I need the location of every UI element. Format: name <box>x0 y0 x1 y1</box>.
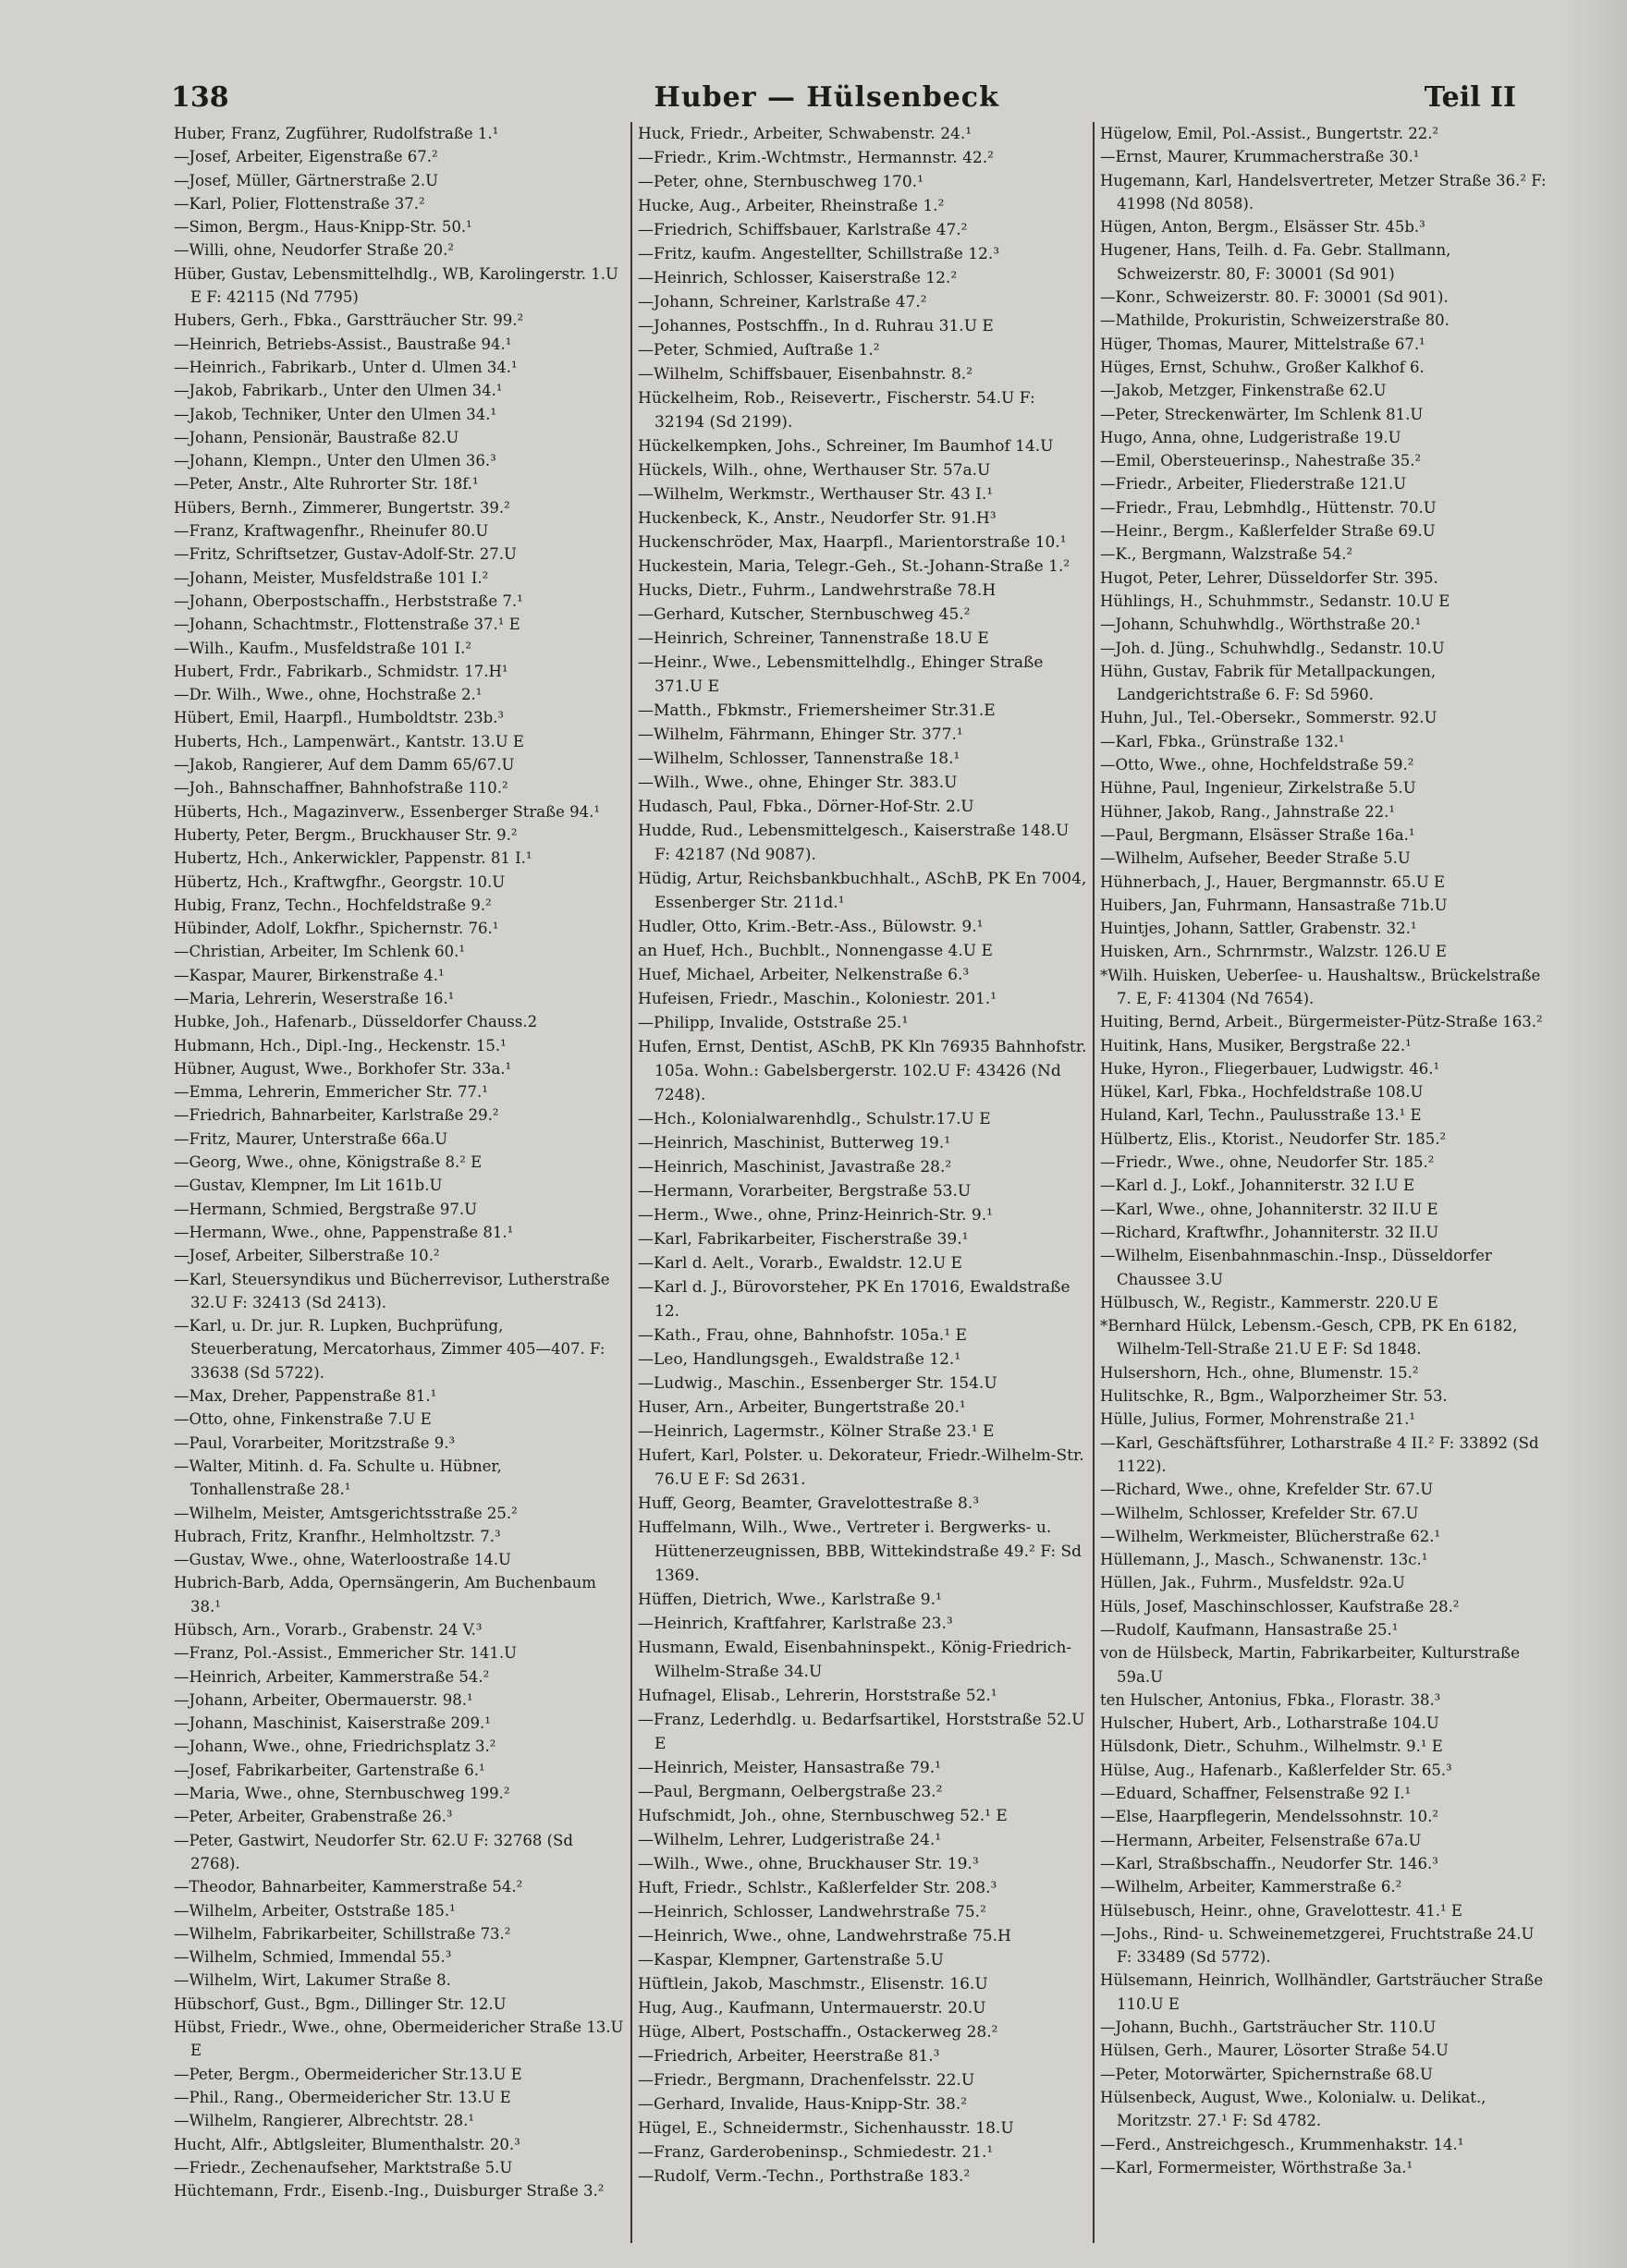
directory-entry: —Rudolf, Verm.-Techn., Porthstraße 183.² <box>638 2167 971 2186</box>
directory-entry: —Hermann, Arbeiter, Felsenstraße 67a.U <box>1100 1831 1422 1849</box>
directory-entry: —Jakob, Techniker, Unter den Ulmen 34.¹ <box>174 405 497 423</box>
directory-entry: —Johannes, Postschffn., In d. Ruhrau 31.U E <box>638 317 994 335</box>
directory-entry: Hubertz, Hch., Ankerwickler, Pappenstr. 81 I.¹ <box>174 849 532 868</box>
directory-entry: —Heinrich, Betriebs-Assist., Baustraße 94.¹ <box>174 335 512 353</box>
directory-entry: —Josef, Arbeiter, Silberstraße 10.² <box>174 1247 440 1265</box>
directory-entry: Hückelkempken, Johs., Schreiner, Im Baumhof 14.U <box>638 437 1054 456</box>
directory-entry: —Philipp, Invalide, Oststraße 25.¹ <box>638 1014 909 1032</box>
directory-entry: —Karl, Formermeister, Wörthstraße 3a.¹ <box>1100 2158 1413 2177</box>
directory-entry: Huhn, Jul., Tel.-Obersekr., Sommerstr. 92.U <box>1100 709 1437 727</box>
directory-entry: Huberts, Hch., Lampenwärt., Kantstr. 13.U E <box>174 732 524 750</box>
directory-entry: Hubke, Joh., Hafenarb., Düsseldorfer Chauss.2 <box>174 1013 538 1031</box>
directory-entry: Hückels, Wilh., ohne, Werthauser Str. 57a.U <box>638 461 991 480</box>
directory-entry: Hulitschke, R., Bgm., Walporzheimer Str. 53. <box>1100 1387 1448 1406</box>
directory-entry: —Johann, Maschinist, Kaiserstraße 209.¹ <box>174 1714 491 1733</box>
directory-entry: —Christian, Arbeiter, Im Schlenk 60.¹ <box>174 943 465 961</box>
directory-entry: —Friedr., Krim.-Wchtmstr., Hermannstr. 42.² <box>638 149 994 167</box>
directory-entry: —Jakob, Fabrikarb., Unter den Ulmen 34.¹ <box>174 382 503 400</box>
directory-entry: Hühner, Jakob, Rang., Jahnstraße 22.¹ <box>1100 802 1396 821</box>
directory-entry: Hugo, Anna, ohne, Ludgeristraße 19.U <box>1100 428 1401 446</box>
directory-entry: —Eduard, Schaffner, Felsenstraße 92 I.¹ <box>1100 1785 1412 1803</box>
directory-entry: Hüges, Ernst, Schuhw., Großer Kalkhof 6. <box>1100 358 1425 376</box>
directory-entry: —Wilh., Wwe., ohne, Ehinger Str. 383.U <box>638 774 958 792</box>
directory-entry: —Simon, Bergm., Haus-Knipp-Str. 50.¹ <box>174 218 472 237</box>
directory-entry: —Wilhelm, Rangierer, Albrechtstr. 28.¹ <box>174 2112 475 2130</box>
page-number: 138 <box>171 81 229 114</box>
directory-entry: —Karl, Geschäftsführer, Lotharstraße 4 II.² F: 33892 (Sd 1122). <box>1100 1433 1539 1475</box>
directory-entry: —Joh., Bahnschaffner, Bahnhofstraße 110.² <box>174 779 508 798</box>
directory-entry: Huitink, Hans, Musiker, Bergstraße 22.¹ <box>1100 1036 1412 1055</box>
directory-entry: —Johann, Buchh., Gartsträucher Str. 110.U <box>1100 2018 1437 2037</box>
directory-entry: Hügel, E., Schneidermstr., Sichenhausstr. 18.U <box>638 2119 1014 2138</box>
directory-entry: Huser, Arn., Arbeiter, Bungertstraße 20.¹ <box>638 1398 966 1417</box>
directory-entry: —Peter, Streckenwärter, Im Schlenk 81.U <box>1100 405 1424 423</box>
directory-entry: Hülsenbeck, August, Wwe., Kolonialw. u. Delikat., Moritzstr. 27.¹ F: Sd 4782. <box>1100 2088 1486 2130</box>
directory-entry: —Ludwig., Maschin., Essenberger Str. 154.U <box>638 1374 997 1393</box>
directory-entry: —Leo, Handlungsgeh., Ewaldstraße 12.¹ <box>638 1350 961 1369</box>
directory-entry: Hugener, Hans, Teilh. d. Fa. Gebr. Stallmann, Schweizerstr. 80, F: 30001 (Sd 901) <box>1100 241 1451 283</box>
directory-entry: Hudde, Rud., Lebensmittelgesch., Kaiserstraße 148.U F: 42187 (Nd 9087). <box>638 822 1070 864</box>
directory-entry: Hüllemann, J., Masch., Schwanenstr. 13c.¹ <box>1100 1551 1428 1569</box>
directory-entry: Huckenschröder, Max, Haarpfl., Marientorstraße 10.¹ <box>638 533 1067 552</box>
directory-entry: —Walter, Mitinh. d. Fa. Schulte u. Hübner, Tonhallenstraße 28.¹ <box>174 1457 502 1499</box>
directory-entry: —Franz, Garderobeninsp., Schmiedestr. 21.¹ <box>638 2143 994 2162</box>
directory-entry: Hübner, August, Wwe., Borkhofer Str. 33a.¹ <box>174 1059 512 1078</box>
directory-entry: *Wilh. Huisken, Ueberſee- u. Haushaltsw., Brückelstraße 7. E, F: 41304 (Nd 7654). <box>1100 966 1541 1007</box>
directory-entry: —Richard, Kraftwfhr., Johanniterstr. 32 II.U <box>1100 1223 1439 1241</box>
directory-entry: Husmann, Ewald, Eisenbahninspekt., König-Friedrich-Wilhelm-Straße 34.U <box>638 1639 1072 1681</box>
directory-entry: —Kaspar, Klempner, Gartenstraße 5.U <box>638 1951 944 1969</box>
directory-entry: Hülsdonk, Dietr., Schuhm., Wilhelmstr. 9.¹ E <box>1100 1738 1443 1756</box>
directory-entry: —Johann, Klempn., Unter den Ulmen 36.³ <box>174 452 496 470</box>
directory-entry: Hüftlein, Jakob, Maschmstr., Elisenstr. 16.U <box>638 1975 988 1994</box>
directory-entry: —Gustav, Klempner, Im Lit 161b.U <box>174 1177 443 1195</box>
directory-entry: Hüffen, Dietrich, Wwe., Karlstraße 9.¹ <box>638 1591 942 1609</box>
directory-entry: Hübert, Emil, Haarpfl., Humboldtstr. 23b.³ <box>174 709 505 727</box>
directory-entry: Hucke, Aug., Arbeiter, Rheinstraße 1.² <box>638 197 945 215</box>
directory-entry: —Friedr., Bergmann, Drachenfelsstr. 22.U <box>638 2071 975 2090</box>
directory-entry: —Karl d. J., Lokf., Johanniterstr. 32 I.U E <box>1100 1177 1415 1195</box>
directory-entry: *Bernhard Hülck, Lebensm.-Gesch, CPB, PK En 6182, Wilhelm-Tell-Straße 21.U E F: Sd 1848. <box>1100 1317 1518 1359</box>
directory-entry: —Otto, ohne, Finkenstraße 7.U E <box>174 1410 432 1429</box>
directory-entry: —Wilh., Kaufm., Musfeldstraße 101 I.² <box>174 639 472 657</box>
directory-entry: —Wilhelm, Wirt, Lakumer Straße 8. <box>174 1971 451 1990</box>
directory-entry: —Wilhelm, Fabrikarbeiter, Schillstraße 73.² <box>174 1924 511 1943</box>
directory-entry: —Fritz, Maurer, Unterstraße 66a.U <box>174 1129 448 1148</box>
directory-entry: Hülse, Aug., Hafenarb., Kaßlerfelder Str. 65.³ <box>1100 1761 1452 1779</box>
directory-entry: Hugemann, Karl, Handelsvertreter, Metzer Straße 36.² F: 41998 (Nd 8058). <box>1100 171 1547 213</box>
directory-entry: —Heinrich, Kraftfahrer, Karlstraße 23.³ <box>638 1615 953 1633</box>
directory-entry: —Friedr., Zechenaufseher, Marktstraße 5.U <box>174 2158 513 2177</box>
directory-entry: —Johann, Schreiner, Karlstraße 47.² <box>638 293 927 311</box>
directory-entry: —Willi, ohne, Neudorfer Straße 20.² <box>174 241 454 260</box>
page-title: Huber — Hülsenbeck <box>654 81 999 114</box>
page-header <box>171 81 1516 122</box>
part-label: Teil II <box>1424 81 1516 114</box>
directory-entry: —Franz, Lederhdlg. u. Bedarfsartikel, Horststraße 52.U E <box>638 1711 1085 1753</box>
directory-entry: Huland, Karl, Techn., Paulusstraße 13.¹ E <box>1100 1106 1422 1125</box>
directory-entry: —Phil., Rang., Obermeidericher Str. 13.U E <box>174 2088 511 2106</box>
directory-entry: —Wilhelm, Schlosser, Krefelder Str. 67.U <box>1100 1504 1419 1522</box>
directory-entry: —Johann, Pensionär, Baustraße 82.U <box>174 428 459 446</box>
directory-entry: Huef, Michael, Arbeiter, Nelkenstraße 6.³ <box>638 966 970 984</box>
directory-entry: Hugot, Peter, Lehrer, Düsseldorfer Str. 395. <box>1100 568 1438 587</box>
directory-entry: Huft, Friedr., Schlstr., Kaßlerfelder Str. 208.³ <box>638 1879 997 1897</box>
directory-entry: —Mathilde, Prokuristin, Schweizerstraße 80. <box>1100 311 1450 330</box>
directory-entry: —Jakob, Rangierer, Auf dem Damm 65/67.U <box>174 756 515 774</box>
directory-entry: —Jakob, Metzger, Finkenstraße 62.U <box>1100 382 1387 400</box>
directory-entry: Hülbertz, Elis., Ktorist., Neudorfer Str. 185.² <box>1100 1129 1447 1148</box>
directory-entry: Hucht, Alfr., Abtlgsleiter, Blumenthalstr. 20.³ <box>174 2135 520 2153</box>
directory-entry: —Johann, Meister, Musfeldstraße 101 I.² <box>174 568 489 587</box>
directory-entry: —Ernst, Maurer, Krummacherstraße 30.¹ <box>1100 148 1420 166</box>
directory-entry: Hufschmidt, Joh., ohne, Sternbuschweg 52.¹ E <box>638 1807 1008 1825</box>
directory-entry: —Peter, ohne, Sternbuschweg 170.¹ <box>638 173 924 191</box>
directory-entry: —Heinr., Bergm., Kaßlerfelder Straße 69.U <box>1100 522 1436 541</box>
directory-entry: Hubert, Frdr., Fabrikarb., Schmidstr. 17.H¹ <box>174 662 508 680</box>
directory-entry: —Theodor, Bahnarbeiter, Kammerstraße 54.² <box>174 1878 523 1896</box>
directory-entry: Hudler, Otto, Krim.-Betr.-Ass., Bülowstr. 9.¹ <box>638 918 984 936</box>
directory-entry: —Peter, Schmied, Auſtraße 1.² <box>638 341 880 360</box>
directory-entry: Hüge, Albert, Postschaffn., Ostackerweg 28.² <box>638 2023 998 2042</box>
directory-columns <box>168 122 1555 2243</box>
directory-entry: —Matth., Fbkmstr., Friemersheimer Str.31.E <box>638 701 996 720</box>
directory-entry: —Peter, Gastwirt, Neudorfer Str. 62.U F: 32768 (Sd 2768). <box>174 1831 573 1872</box>
directory-entry: Hübers, Bernh., Zimmerer, Bungertstr. 39.² <box>174 498 510 517</box>
directory-entry: —Heinrich, Wwe., ohne, Landwehrstraße 75.H <box>638 1927 1011 1945</box>
directory-entry: —Friedr., Arbeiter, Fliederstraße 121.U <box>1100 475 1407 494</box>
directory-entry: —Karl d. Aelt., Vorarb., Ewaldstr. 12.U E <box>638 1254 962 1273</box>
directory-entry: Huibers, Jan, Fuhrmann, Hansastraße 71b.U <box>1100 896 1448 914</box>
directory-entry: —Hermann, Schmied, Bergstraße 97.U <box>174 1200 478 1218</box>
directory-entry: Huintjes, Johann, Sattler, Grabenstr. 32.¹ <box>1100 920 1417 938</box>
directory-entry: —Heinrich, Lagermstr., Kölner Straße 23.¹ E <box>638 1422 995 1441</box>
directory-entry: Hüber, Gustav, Lebensmittelhdlg., WB, Karolingerstr. 1.U E F: 42115 (Nd 7795) <box>174 264 618 307</box>
directory-entry: —Franz, Kraftwagenfhr., Rheinufer 80.U <box>174 522 489 541</box>
directory-entry: —Else, Haarpflegerin, Mendelssohnstr. 10.² <box>1100 1808 1438 1826</box>
directory-entry: Huffelmann, Wilh., Wwe., Vertreter i. Bergwerks- u. Hüttenerzeugnissen, BBB, Wittekindstraße 49.² F: Sd 1369. <box>638 1518 1083 1585</box>
directory-entry: Hubmann, Hch., Dipl.-Ing., Heckenstr. 15.¹ <box>174 1036 507 1055</box>
directory-entry: Huberty, Peter, Bergm., Bruckhauser Str. 9.² <box>174 825 518 844</box>
directory-entry: Hüberts, Hch., Magazinverw., Essenberger Straße 94.¹ <box>174 802 601 821</box>
directory-entry: —Ferd., Anstreichgesch., Krummenhakstr. 14.¹ <box>1100 2135 1464 2153</box>
directory-entry: —Johs., Rind- u. Schweinemetzgerei, Fruchtstraße 24.U F: 33489 (Sd 5772). <box>1100 1924 1535 1967</box>
directory-entry: Hülsemann, Heinrich, Wollhändler, Gartsträucher Straße 110.U E <box>1100 1971 1544 2013</box>
directory-entry: —Johann, Schachtmstr., Flottenstraße 37.¹ E <box>174 616 520 634</box>
directory-entry: Hulscher, Hubert, Arb., Lotharstraße 104.U <box>1100 1714 1439 1733</box>
directory-entry: —Heinrich, Maschinist, Butterweg 19.¹ <box>638 1134 951 1152</box>
directory-entry: Hülsebusch, Heinr., ohne, Gravelottestr. 41.¹ E <box>1100 1901 1462 1920</box>
directory-entry: Hübst, Friedr., Wwe., ohne, Obermeidericher Straße 13.U E <box>174 2018 624 2060</box>
directory-entry: —Wilhelm, Schmied, Immendal 55.³ <box>174 1948 452 1967</box>
directory-entry: Hüchtemann, Frdr., Eisenb.-Ing., Duisburger Straße 3.² <box>174 2182 605 2201</box>
directory-entry: Hühnerbach, J., Hauer, Bergmannstr. 65.U E <box>1100 872 1446 891</box>
directory-entry: Huisken, Arn., Schrnrmstr., Walzstr. 126.U E <box>1100 943 1447 961</box>
directory-entry: —Josef, Fabrikarbeiter, Gartenstraße 6.¹ <box>174 1761 485 1779</box>
directory-entry: Hudasch, Paul, Fbka., Dörner-Hof-Str. 2.U <box>638 798 974 816</box>
directory-entry: Hüllen, Jak., Fuhrm., Musfeldstr. 92a.U <box>1100 1574 1405 1592</box>
directory-entry: —Max, Dreher, Pappenstraße 81.¹ <box>174 1387 437 1406</box>
directory-entry: —Kath., Frau, ohne, Bahnhofstr. 105a.¹ E <box>638 1326 967 1345</box>
directory-entry: —Friedrich, Schiffsbauer, Karlstraße 47.² <box>638 221 968 239</box>
directory-entry: Hülbusch, W., Registr., Kammerstr. 220.U E <box>1100 1293 1438 1311</box>
directory-entry: Hübinder, Adolf, Lokfhr., Spichernstr. 76.¹ <box>174 920 499 938</box>
directory-entry: Hübschorf, Gust., Bgm., Dillinger Str. 12.U <box>174 1994 507 2013</box>
directory-entry: Hubrach, Fritz, Kranfhr., Helmholtzstr. 7.³ <box>174 1527 501 1545</box>
directory-entry: —Friedr., Wwe., ohne, Neudorfer Str. 185.² <box>1100 1153 1435 1172</box>
directory-entry: Hühlings, H., Schuhmmstr., Sedanstr. 10.U E <box>1100 591 1450 610</box>
directory-entry: —Paul, Bergmann, Elsässer Straße 16a.¹ <box>1100 825 1415 844</box>
directory-entry: —Karl, Steuersyndikus und Bücherrevisor, Lutherstraße 32.U F: 32413 (Sd 2413). <box>174 1270 610 1311</box>
page-edge-shadow <box>1562 0 1627 2268</box>
directory-entry: Huckestein, Maria, Telegr.-Geh., St.-Johann-Straße 1.² <box>638 557 1070 576</box>
directory-entry: —Heinr., Wwe., Lebensmittelhdlg., Ehinger Straße 371.U E <box>638 653 1044 696</box>
directory-entry: Hühne, Paul, Ingenieur, Zirkelstraße 5.U <box>1100 779 1416 798</box>
directory-entry: Hügen, Anton, Bergm., Elsässer Str. 45b.³ <box>1100 218 1425 237</box>
directory-entry: —Josef, Müller, Gärtnerstraße 2.U <box>174 171 439 189</box>
directory-entry: Hucks, Dietr., Fuhrm., Landwehrstraße 78.H <box>638 581 997 600</box>
directory-entry: Huck, Friedr., Arbeiter, Schwabenstr. 24.¹ <box>638 125 973 143</box>
directory-entry: ten Hulscher, Antonius, Fbka., Florastr. 38.³ <box>1100 1690 1441 1709</box>
directory-entry: —Wilhelm, Schiffsbauer, Eisenbahnstr. 8.² <box>638 365 973 384</box>
directory-entry: —Johann, Oberpostschaffn., Herbststraße 7.¹ <box>174 591 523 610</box>
directory-entry: —Heinrich, Arbeiter, Kammerstraße 54.² <box>174 1667 490 1686</box>
directory-entry: —Heinrich, Meister, Hansastraße 79.¹ <box>638 1759 941 1777</box>
directory-entry: —Johann, Wwe., ohne, Friedrichsplatz 3.² <box>174 1738 496 1756</box>
directory-entry: —Emil, Obersteuerinsp., Nahestraße 35.² <box>1100 452 1422 470</box>
directory-entry: —Wilhelm, Schlosser, Tannenstraße 18.¹ <box>638 750 960 768</box>
directory-entry: —Richard, Wwe., ohne, Krefelder Str. 67.U <box>1100 1481 1434 1499</box>
directory-entry: Huff, Georg, Beamter, Gravelottestraße 8.³ <box>638 1494 980 1513</box>
directory-entry: —Wilhelm, Meister, Amtsgerichtsstraße 25.² <box>174 1504 518 1522</box>
directory-entry: Hückelheim, Rob., Reisevertr., Fischerstr. 54.U F: 32194 (Sd 2199). <box>638 389 1035 432</box>
directory-entry: —Josef, Arbeiter, Eigenstraße 67.² <box>174 148 438 166</box>
directory-entry: Hülle, Julius, Former, Mohrenstraße 21.¹ <box>1100 1410 1415 1429</box>
directory-entry: —Peter, Bergm., Obermeidericher Str.13.U E <box>174 2065 522 2083</box>
directory-entry: —Karl, Fbka., Grünstraße 132.¹ <box>1100 732 1345 750</box>
directory-entry: —Karl, Wwe., ohne, Johanniterstr. 32 II.U E <box>1100 1200 1438 1218</box>
directory-entry: Hufert, Karl, Polster. u. Dekorateur, Friedr.-Wilhelm-Str. 76.U E F: Sd 2631. <box>638 1446 1084 1489</box>
directory-entry: —Wilhelm, Fährmann, Ehinger Str. 377.¹ <box>638 726 963 744</box>
directory-entry: —Paul, Bergmann, Oelbergstraße 23.² <box>638 1783 943 1801</box>
directory-entry: —Friedr., Frau, Lebmhdlg., Hüttenstr. 70.U <box>1100 498 1437 517</box>
directory-entry: —Emma, Lehrerin, Emmericher Str. 77.¹ <box>174 1083 488 1102</box>
directory-entry: —Karl, u. Dr. jur. R. Lupken, Buchprüfung, Steuerberatung, Mercatorhaus, Zimmer 405—407. F: 33638 (Sd 5722). <box>174 1317 606 1382</box>
directory-entry: —Hermann, Vorarbeiter, Bergstraße 53.U <box>638 1182 972 1201</box>
directory-entry: —Karl, Polier, Flottenstraße 37.² <box>174 194 425 213</box>
directory-entry: —Heinrich, Schlosser, Landwehrstraße 75.² <box>638 1903 986 1921</box>
directory-entry: Hubers, Gerh., Fbka., Garstträucher Str. 99.² <box>174 311 524 330</box>
directory-entry: —Gerhard, Kutscher, Sternbuschweg 45.² <box>638 605 971 624</box>
directory-entry: an Huef, Hch., Buchblt., Nonnengasse 4.U E <box>638 942 993 960</box>
directory-entry: —Georg, Wwe., ohne, Königstraße 8.² E <box>174 1153 483 1172</box>
directory-entry: —Gerhard, Invalide, Haus-Knipp-Str. 38.² <box>638 2095 968 2114</box>
directory-entry: —Otto, Wwe., ohne, Hochfeldstraße 59.² <box>1100 756 1414 774</box>
directory-entry: —Wilhelm, Aufseher, Beeder Straße 5.U <box>1100 849 1411 868</box>
column-left <box>168 122 630 2243</box>
directory-entry: Huckenbeck, K., Anstr., Neudorfer Str. 91.H³ <box>638 509 997 528</box>
directory-entry: —Dr. Wilh., Wwe., ohne, Hochstraße 2.¹ <box>174 686 483 704</box>
directory-entry: von de Hülsbeck, Martin, Fabrikarbeiter, Kulturstraße 59a.U <box>1100 1644 1520 1686</box>
directory-entry: Hübsch, Arn., Vorarb., Grabenstr. 24 V.³ <box>174 1621 483 1639</box>
directory-entry: —Heinrich, Schlosser, Kaiserstraße 12.² <box>638 269 958 287</box>
directory-entry: Hulsershorn, Hch., ohne, Blumenstr. 15.² <box>1100 1363 1419 1382</box>
directory-entry: Hübertz, Hch., Kraftwgfhr., Georgstr. 10.U <box>174 872 506 891</box>
directory-entry: —Hermann, Wwe., ohne, Pappenstraße 81.¹ <box>174 1223 514 1241</box>
directory-entry: Hülsen, Gerh., Maurer, Lösorter Straße 54.U <box>1100 2042 1449 2060</box>
directory-entry: —Johann, Arbeiter, Obermauerstr. 98.¹ <box>174 1690 473 1709</box>
directory-entry: Hug, Aug., Kaufmann, Untermauerstr. 20.U <box>638 1999 986 2018</box>
directory-entry: Hufen, Ernst, Dentist, ASchB, PK Kln 76935 Bahnhofstr. 105a. Wohn.: Gabelsbergerstr. 102.U F: 43426 (Nd 7248). <box>638 1038 1087 1104</box>
column-right <box>1093 122 1555 2243</box>
directory-entry: —Johann, Schuhwhdlg., Wörthstraße 20.¹ <box>1100 616 1422 634</box>
directory-entry: —Karl, Straßbschaffn., Neudorfer Str. 146.³ <box>1100 1854 1438 1872</box>
directory-entry: —Hch., Kolonialwarenhdlg., Schulstr.17.U E <box>638 1110 991 1128</box>
directory-entry: —K., Bergmann, Walzstraße 54.² <box>1100 545 1353 564</box>
directory-entry: —Heinrich., Fabrikarb., Unter d. Ulmen 34.¹ <box>174 358 518 376</box>
directory-entry: Hufnagel, Elisab., Lehrerin, Horststraße 52.¹ <box>638 1687 997 1705</box>
directory-entry: —Wilhelm, Arbeiter, Oststraße 185.¹ <box>174 1901 456 1920</box>
directory-entry: —Maria, Lehrerin, Weserstraße 16.¹ <box>174 989 455 1007</box>
directory-entry: —Rudolf, Kaufmann, Hansastraße 25.¹ <box>1100 1621 1399 1639</box>
directory-entry: —Wilhelm, Werkmstr., Werthauser Str. 43 I.¹ <box>638 485 994 504</box>
directory-entry: Hubrich-Barb, Adda, Opernsängerin, Am Buchenbaum 38.¹ <box>174 1574 596 1616</box>
directory-entry: Hügelow, Emil, Pol.-Assist., Bungertstr. 22.² <box>1100 125 1439 142</box>
directory-entry: —Heinrich, Schreiner, Tannenstraße 18.U E <box>638 629 989 648</box>
directory-entry: —Heinrich, Maschinist, Javastraße 28.² <box>638 1158 952 1177</box>
column-middle <box>630 122 1093 2243</box>
directory-entry: —Paul, Vorarbeiter, Moritzstraße 9.³ <box>174 1433 456 1452</box>
directory-entry: Hükel, Karl, Fbka., Hochfeldstraße 108.U <box>1100 1083 1424 1102</box>
directory-entry: —Friedrich, Arbeiter, Heerstraße 81.³ <box>638 2047 940 2066</box>
directory-entry: —Franz, Pol.-Assist., Emmericher Str. 141.U <box>174 1644 518 1663</box>
directory-entry: —Peter, Motorwärter, Spichernstraße 68.U <box>1100 2065 1433 2083</box>
directory-entry: —Karl d. J., Bürovorsteher, PK En 17016, Ewaldstraße 12. <box>638 1278 1070 1321</box>
directory-entry: Hubig, Franz, Techn., Hochfeldstraße 9.² <box>174 896 492 914</box>
directory-entry: —Wilhelm, Eisenbahnmaschin.-Insp., Düsseldorfer Chaussee 3.U <box>1100 1247 1492 1288</box>
directory-entry: —Peter, Anstr., Alte Ruhrorter Str. 18f.¹ <box>174 475 479 494</box>
directory-entry: —Karl, Fabrikarbeiter, Fischerstraße 39.¹ <box>638 1230 969 1249</box>
directory-entry: Hühn, Gustav, Fabrik für Metallpackungen, Landgerichtstraße 6. F: Sd 5960. <box>1100 662 1437 704</box>
directory-entry: —Herm., Wwe., ohne, Prinz-Heinrich-Str. 9.¹ <box>638 1206 993 1225</box>
directory-entry: —Konr., Schweizerstr. 80. F: 30001 (Sd 901). <box>1100 288 1449 307</box>
directory-entry: —Wilhelm, Arbeiter, Kammerstraße 6.² <box>1100 1878 1402 1896</box>
directory-entry: —Wilhelm, Werkmeister, Blücherstraße 62.¹ <box>1100 1527 1441 1545</box>
directory-entry: —Peter, Arbeiter, Grabenstraße 26.³ <box>174 1808 453 1826</box>
directory-entry: —Kaspar, Maurer, Birkenstraße 4.¹ <box>174 966 445 984</box>
directory-entry: —Wilhelm, Lehrer, Ludgeristraße 24.¹ <box>638 1831 942 1849</box>
directory-entry: —Joh. d. Jüng., Schuhwhdlg., Sedanstr. 10.U <box>1100 639 1445 657</box>
directory-entry: Hüger, Thomas, Maurer, Mittelstraße 67.¹ <box>1100 335 1425 353</box>
directory-entry: Hüls, Josef, Maschinschlosser, Kaufstraße 28.² <box>1100 1597 1460 1616</box>
directory-entry: —Gustav, Wwe., ohne, Waterloostraße 14.U <box>174 1551 511 1569</box>
directory-entry: Huke, Hyron., Fliegerbauer, Ludwigstr. 46.¹ <box>1100 1059 1440 1078</box>
directory-entry: —Maria, Wwe., ohne, Sternbuschweg 199.² <box>174 1785 510 1803</box>
directory-entry: Hüdig, Artur, Reichsbankbuchhalt., ASchB, PK En 7004, Essenberger Str. 211d.¹ <box>638 870 1087 912</box>
directory-entry: Huiting, Bernd, Arbeit., Bürgermeister-Pütz-Straße 163.² <box>1100 1013 1543 1031</box>
directory-entry: —Fritz, kaufm. Angestellter, Schillstraße 12.³ <box>638 245 1000 263</box>
directory-entry: —Friedrich, Bahnarbeiter, Karlstraße 29.² <box>174 1106 499 1125</box>
directory-entry: —Fritz, Schriftsetzer, Gustav-Adolf-Str. 27.U <box>174 545 517 564</box>
directory-entry: Huber, Franz, Zugführer, Rudolfstraße 1.¹ <box>174 125 499 142</box>
directory-entry: —Wilh., Wwe., ohne, Bruckhauser Str. 19.³ <box>638 1855 979 1873</box>
directory-entry: Hufeisen, Friedr., Maschin., Koloniestr. 201.¹ <box>638 990 997 1008</box>
